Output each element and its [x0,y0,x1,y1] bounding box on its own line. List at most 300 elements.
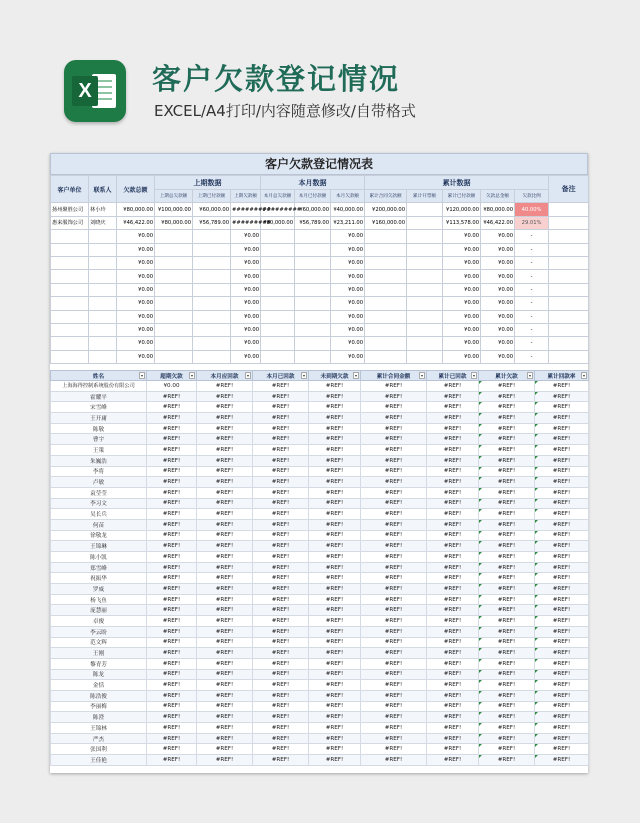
value-cell[interactable]: #REF! [197,626,253,637]
cell[interactable] [295,350,331,363]
cell[interactable]: ¥0.00 [231,350,261,363]
value-cell[interactable]: #REF! [427,701,479,712]
cell[interactable] [51,310,89,323]
value-cell[interactable]: #REF! [147,434,197,445]
value-cell[interactable]: #REF! [361,669,427,680]
column-header-6[interactable] [427,371,479,381]
name-cell[interactable]: 何苗 [51,519,147,530]
cell[interactable]: ¥0.00 [117,256,155,269]
cell[interactable] [365,256,407,269]
cell[interactable]: ¥0.00 [117,243,155,256]
cell[interactable] [89,283,117,296]
value-cell[interactable]: #REF! [361,594,427,605]
value-cell[interactable]: #REF! [253,498,309,509]
cell[interactable] [261,230,295,243]
value-cell[interactable]: #REF! [253,445,309,456]
value-cell[interactable]: #REF! [309,381,361,392]
value-cell[interactable]: #REF! [361,455,427,466]
cell[interactable] [549,216,589,229]
name-cell[interactable]: 李习文 [51,498,147,509]
cell[interactable]: ¥60,000.00 [193,203,231,216]
value-cell[interactable]: #REF! [309,434,361,445]
value-cell[interactable]: #REF! [479,616,535,627]
value-cell[interactable]: #REF! [309,637,361,648]
value-cell[interactable]: #REF! [147,616,197,627]
value-cell[interactable]: #REF! [535,573,589,584]
name-cell[interactable]: 陈敬 [51,423,147,434]
value-cell[interactable]: #REF! [309,669,361,680]
name-cell[interactable]: 卢敏 [51,477,147,488]
cell[interactable] [295,270,331,283]
value-cell[interactable]: #REF! [253,658,309,669]
name-cell[interactable]: 王锦林 [51,723,147,734]
value-cell[interactable]: #REF! [427,658,479,669]
value-cell[interactable]: #REF! [427,487,479,498]
cell[interactable] [549,230,589,243]
value-cell[interactable]: #REF! [427,477,479,488]
value-cell[interactable]: #REF! [197,744,253,755]
value-cell[interactable]: #REF! [197,466,253,477]
value-cell[interactable]: #REF! [535,413,589,424]
cell[interactable]: ¥80,000.00 [261,216,295,229]
value-cell[interactable]: #REF! [427,423,479,434]
value-cell[interactable]: #REF! [479,658,535,669]
cell[interactable]: ¥0.00 [443,270,481,283]
filter-dropdown-icon[interactable]: ▾ [472,373,475,378]
name-cell[interactable]: 陈澄 [51,712,147,723]
value-cell[interactable]: #REF! [361,755,427,766]
value-cell[interactable]: #REF! [309,584,361,595]
value-cell[interactable]: #REF! [479,701,535,712]
value-cell[interactable]: #REF! [197,541,253,552]
value-cell[interactable]: #REF! [147,723,197,734]
name-cell[interactable]: 祝振华 [51,573,147,584]
value-cell[interactable]: #REF! [309,423,361,434]
cell[interactable]: ######### [261,203,295,216]
value-cell[interactable]: ¥0.00 [147,381,197,392]
cell[interactable]: ¥0.00 [443,230,481,243]
value-cell[interactable]: #REF! [309,455,361,466]
value-cell[interactable]: #REF! [479,755,535,766]
cell[interactable]: ¥0.00 [117,270,155,283]
value-cell[interactable]: #REF! [147,658,197,669]
cell[interactable] [51,270,89,283]
value-cell[interactable]: #REF! [427,626,479,637]
name-cell[interactable]: 卓俊 [51,616,147,627]
value-cell[interactable]: #REF! [361,648,427,659]
value-cell[interactable]: #REF! [309,744,361,755]
cell[interactable] [407,337,443,350]
column-header-3[interactable] [253,371,309,381]
value-cell[interactable]: #REF! [197,616,253,627]
cell[interactable] [407,283,443,296]
cell[interactable] [407,350,443,363]
value-cell[interactable]: #REF! [535,626,589,637]
cell[interactable] [365,230,407,243]
value-cell[interactable]: #REF! [535,541,589,552]
cell[interactable] [365,283,407,296]
value-cell[interactable]: #REF! [535,648,589,659]
cell[interactable] [365,337,407,350]
value-cell[interactable]: #REF! [253,402,309,413]
value-cell[interactable]: #REF! [197,391,253,402]
cell[interactable]: - [515,230,549,243]
value-cell[interactable]: #REF! [479,637,535,648]
value-cell[interactable]: #REF! [253,434,309,445]
name-cell[interactable]: 陈浩俊 [51,690,147,701]
cell[interactable]: ¥0.00 [117,310,155,323]
cell[interactable] [295,256,331,269]
cell[interactable]: 刘晓庆 [89,216,117,229]
cell[interactable] [89,270,117,283]
value-cell[interactable]: #REF! [427,594,479,605]
value-cell[interactable]: #REF! [197,552,253,563]
value-cell[interactable]: #REF! [253,519,309,530]
cell[interactable]: ¥0.00 [231,230,261,243]
cell[interactable] [51,230,89,243]
cell[interactable]: 40.00% [515,203,549,216]
cell[interactable] [549,310,589,323]
value-cell[interactable]: #REF! [197,498,253,509]
cell[interactable]: ¥80,000.00 [155,216,193,229]
value-cell[interactable]: #REF! [427,637,479,648]
name-cell[interactable]: 范文辉 [51,637,147,648]
cell[interactable]: ¥0.00 [331,283,365,296]
value-cell[interactable]: #REF! [309,712,361,723]
value-cell[interactable]: #REF! [479,648,535,659]
value-cell[interactable]: #REF! [309,413,361,424]
value-cell[interactable]: #REF! [427,552,479,563]
value-cell[interactable]: #REF! [479,584,535,595]
value-cell[interactable]: #REF! [427,381,479,392]
value-cell[interactable]: #REF! [253,381,309,392]
name-cell[interactable]: 陈小凯 [51,552,147,563]
value-cell[interactable]: #REF! [361,733,427,744]
value-cell[interactable]: #REF! [479,626,535,637]
value-cell[interactable]: #REF! [427,445,479,456]
name-cell[interactable]: 庞慧丽 [51,605,147,616]
cell[interactable] [193,350,231,363]
cell[interactable]: ¥100,000.00 [155,203,193,216]
value-cell[interactable]: #REF! [309,530,361,541]
cell[interactable]: ¥0.00 [231,270,261,283]
cell[interactable] [155,230,193,243]
value-cell[interactable]: #REF! [309,605,361,616]
value-cell[interactable]: #REF! [197,594,253,605]
cell[interactable]: ¥40,000.00 [331,203,365,216]
name-cell[interactable]: 杨飞鱼 [51,594,147,605]
value-cell[interactable]: #REF! [197,562,253,573]
value-cell[interactable]: #REF! [309,723,361,734]
cell[interactable]: - [515,270,549,283]
value-cell[interactable]: #REF! [147,487,197,498]
cell[interactable]: ¥160,000.00 [365,216,407,229]
value-cell[interactable]: #REF! [253,744,309,755]
value-cell[interactable]: #REF! [535,744,589,755]
name-cell[interactable]: 宋雪峰 [51,402,147,413]
value-cell[interactable]: #REF! [253,637,309,648]
cell[interactable]: 林小玲 [89,203,117,216]
value-cell[interactable]: #REF! [147,541,197,552]
cell[interactable]: ¥0.00 [481,323,515,336]
cell[interactable]: ¥0.00 [443,323,481,336]
cell[interactable]: - [515,323,549,336]
value-cell[interactable]: #REF! [427,519,479,530]
value-cell[interactable]: #REF! [427,605,479,616]
cell[interactable] [549,256,589,269]
cell[interactable] [365,297,407,310]
value-cell[interactable]: #REF! [535,584,589,595]
value-cell[interactable]: #REF! [361,530,427,541]
value-cell[interactable]: #REF! [147,626,197,637]
value-cell[interactable]: #REF! [309,755,361,766]
value-cell[interactable]: #REF! [309,391,361,402]
name-cell[interactable]: 张国利 [51,744,147,755]
value-cell[interactable]: #REF! [535,552,589,563]
value-cell[interactable]: #REF! [253,594,309,605]
cell[interactable]: ¥0.00 [331,337,365,350]
cell[interactable] [193,230,231,243]
cell[interactable]: ¥113,578.00 [443,216,481,229]
value-cell[interactable]: #REF! [197,605,253,616]
value-cell[interactable]: #REF! [427,391,479,402]
value-cell[interactable]: #REF! [253,669,309,680]
value-cell[interactable]: #REF! [427,616,479,627]
value-cell[interactable]: #REF! [253,605,309,616]
value-cell[interactable]: #REF! [197,658,253,669]
value-cell[interactable]: #REF! [309,658,361,669]
value-cell[interactable]: #REF! [253,648,309,659]
value-cell[interactable]: #REF! [309,594,361,605]
column-header-5[interactable] [361,371,427,381]
value-cell[interactable]: #REF! [197,690,253,701]
cell[interactable] [549,283,589,296]
value-cell[interactable]: #REF! [253,552,309,563]
filter-dropdown-icon[interactable]: ▾ [302,373,305,378]
cell[interactable] [407,297,443,310]
name-cell[interactable]: 李丽梅 [51,701,147,712]
value-cell[interactable]: #REF! [361,562,427,573]
cell[interactable]: ¥0.00 [481,350,515,363]
value-cell[interactable]: #REF! [253,391,309,402]
value-cell[interactable]: #REF! [535,680,589,691]
value-cell[interactable]: #REF! [147,712,197,723]
value-cell[interactable]: #REF! [197,519,253,530]
cell[interactable] [261,310,295,323]
cell[interactable]: ¥0.00 [331,230,365,243]
value-cell[interactable]: #REF! [479,605,535,616]
value-cell[interactable]: #REF! [361,552,427,563]
value-cell[interactable]: #REF! [427,680,479,691]
cell[interactable] [407,230,443,243]
column-header-7[interactable] [479,371,535,381]
cell[interactable]: - [515,243,549,256]
name-cell[interactable]: 王佳艳 [51,755,147,766]
cell[interactable]: ¥0.00 [117,350,155,363]
cell[interactable]: - [515,350,549,363]
cell[interactable] [261,283,295,296]
cell[interactable] [295,230,331,243]
value-cell[interactable]: #REF! [535,519,589,530]
cell[interactable] [155,297,193,310]
value-cell[interactable]: #REF! [427,541,479,552]
value-cell[interactable]: #REF! [427,509,479,520]
value-cell[interactable]: #REF! [479,381,535,392]
value-cell[interactable]: #REF! [147,755,197,766]
value-cell[interactable]: #REF! [535,605,589,616]
cell[interactable] [365,310,407,323]
name-cell[interactable]: 罗威 [51,584,147,595]
value-cell[interactable]: #REF! [427,434,479,445]
value-cell[interactable]: #REF! [253,466,309,477]
value-cell[interactable]: #REF! [479,413,535,424]
cell[interactable]: ¥0.00 [443,256,481,269]
cell[interactable]: ######### [231,216,261,229]
cell[interactable] [155,283,193,296]
value-cell[interactable]: #REF! [197,423,253,434]
cell[interactable]: ¥0.00 [443,350,481,363]
cell[interactable]: ¥46,422.00 [117,216,155,229]
cell[interactable]: ¥0.00 [331,256,365,269]
value-cell[interactable]: #REF! [361,584,427,595]
value-cell[interactable]: #REF! [479,573,535,584]
value-cell[interactable]: #REF! [309,573,361,584]
value-cell[interactable]: #REF! [479,391,535,402]
cell[interactable] [193,270,231,283]
cell[interactable] [365,243,407,256]
value-cell[interactable]: #REF! [535,669,589,680]
cell[interactable] [155,256,193,269]
cell[interactable]: ¥0.00 [481,337,515,350]
value-cell[interactable]: #REF! [361,466,427,477]
value-cell[interactable]: #REF! [309,680,361,691]
value-cell[interactable]: #REF! [197,455,253,466]
cell[interactable] [155,310,193,323]
name-cell[interactable]: 袁莹莹 [51,487,147,498]
cell[interactable] [89,297,117,310]
value-cell[interactable]: #REF! [535,381,589,392]
value-cell[interactable]: #REF! [427,584,479,595]
value-cell[interactable]: #REF! [427,648,479,659]
value-cell[interactable]: #REF! [535,455,589,466]
value-cell[interactable]: #REF! [309,519,361,530]
value-cell[interactable]: #REF! [479,669,535,680]
value-cell[interactable]: #REF! [427,573,479,584]
cell[interactable]: - [515,283,549,296]
value-cell[interactable]: #REF! [479,445,535,456]
value-cell[interactable]: #REF! [535,498,589,509]
cell[interactable] [295,337,331,350]
cell[interactable]: 惠来服饰公司 [51,216,89,229]
cell[interactable]: ¥0.00 [117,230,155,243]
value-cell[interactable]: #REF! [427,744,479,755]
value-cell[interactable]: #REF! [309,487,361,498]
value-cell[interactable]: #REF! [427,455,479,466]
value-cell[interactable]: #REF! [309,498,361,509]
value-cell[interactable]: #REF! [535,530,589,541]
value-cell[interactable]: #REF! [197,680,253,691]
cell[interactable]: ¥200,000.00 [365,203,407,216]
value-cell[interactable]: #REF! [361,712,427,723]
cell[interactable]: ¥0.00 [231,337,261,350]
filter-dropdown-icon[interactable]: ▾ [354,373,357,378]
value-cell[interactable]: #REF! [427,413,479,424]
value-cell[interactable]: #REF! [147,413,197,424]
filter-dropdown-icon[interactable]: ▾ [582,373,585,378]
cell[interactable] [295,323,331,336]
value-cell[interactable]: #REF! [147,637,197,648]
value-cell[interactable]: #REF! [427,466,479,477]
value-cell[interactable]: #REF! [253,584,309,595]
cell[interactable]: ¥60,000.00 [295,203,331,216]
filter-dropdown-icon[interactable]: ▾ [140,373,143,378]
value-cell[interactable]: #REF! [309,445,361,456]
value-cell[interactable]: #REF! [535,701,589,712]
value-cell[interactable]: #REF! [361,434,427,445]
value-cell[interactable]: #REF! [253,477,309,488]
cell[interactable] [193,310,231,323]
value-cell[interactable]: #REF! [535,423,589,434]
value-cell[interactable]: #REF! [147,669,197,680]
value-cell[interactable]: #REF! [197,723,253,734]
value-cell[interactable]: #REF! [479,680,535,691]
cell[interactable]: ¥0.00 [443,243,481,256]
value-cell[interactable]: #REF! [427,712,479,723]
cell[interactable] [261,256,295,269]
value-cell[interactable]: #REF! [147,605,197,616]
cell[interactable]: ¥0.00 [331,310,365,323]
name-cell[interactable]: 徐敬龙 [51,530,147,541]
cell[interactable] [155,243,193,256]
value-cell[interactable]: #REF! [535,562,589,573]
cell[interactable] [549,243,589,256]
cell[interactable] [261,243,295,256]
value-cell[interactable]: #REF! [147,680,197,691]
cell[interactable]: ¥23,211.00 [331,216,365,229]
value-cell[interactable]: #REF! [361,680,427,691]
cell[interactable]: ¥0.00 [481,230,515,243]
value-cell[interactable]: #REF! [197,530,253,541]
value-cell[interactable]: #REF! [479,562,535,573]
column-header-8[interactable] [535,371,589,381]
value-cell[interactable]: #REF! [147,733,197,744]
name-cell[interactable]: 吴长兵 [51,509,147,520]
value-cell[interactable]: #REF! [253,701,309,712]
value-cell[interactable]: #REF! [535,690,589,701]
cell[interactable]: ¥0.00 [117,297,155,310]
column-header-0[interactable] [51,371,147,381]
value-cell[interactable]: #REF! [197,669,253,680]
value-cell[interactable]: #REF! [197,701,253,712]
cell[interactable] [89,230,117,243]
value-cell[interactable]: #REF! [253,733,309,744]
cell[interactable]: ¥0.00 [231,283,261,296]
value-cell[interactable]: #REF! [197,445,253,456]
cell[interactable]: ¥0.00 [481,270,515,283]
value-cell[interactable]: #REF! [427,733,479,744]
value-cell[interactable]: #REF! [479,530,535,541]
cell[interactable] [295,283,331,296]
cell[interactable] [407,323,443,336]
value-cell[interactable]: #REF! [479,509,535,520]
cell[interactable] [549,337,589,350]
value-cell[interactable]: #REF! [147,690,197,701]
cell[interactable] [261,297,295,310]
value-cell[interactable]: #REF! [361,498,427,509]
value-cell[interactable]: #REF! [197,584,253,595]
value-cell[interactable]: #REF! [427,402,479,413]
value-cell[interactable]: #REF! [361,477,427,488]
